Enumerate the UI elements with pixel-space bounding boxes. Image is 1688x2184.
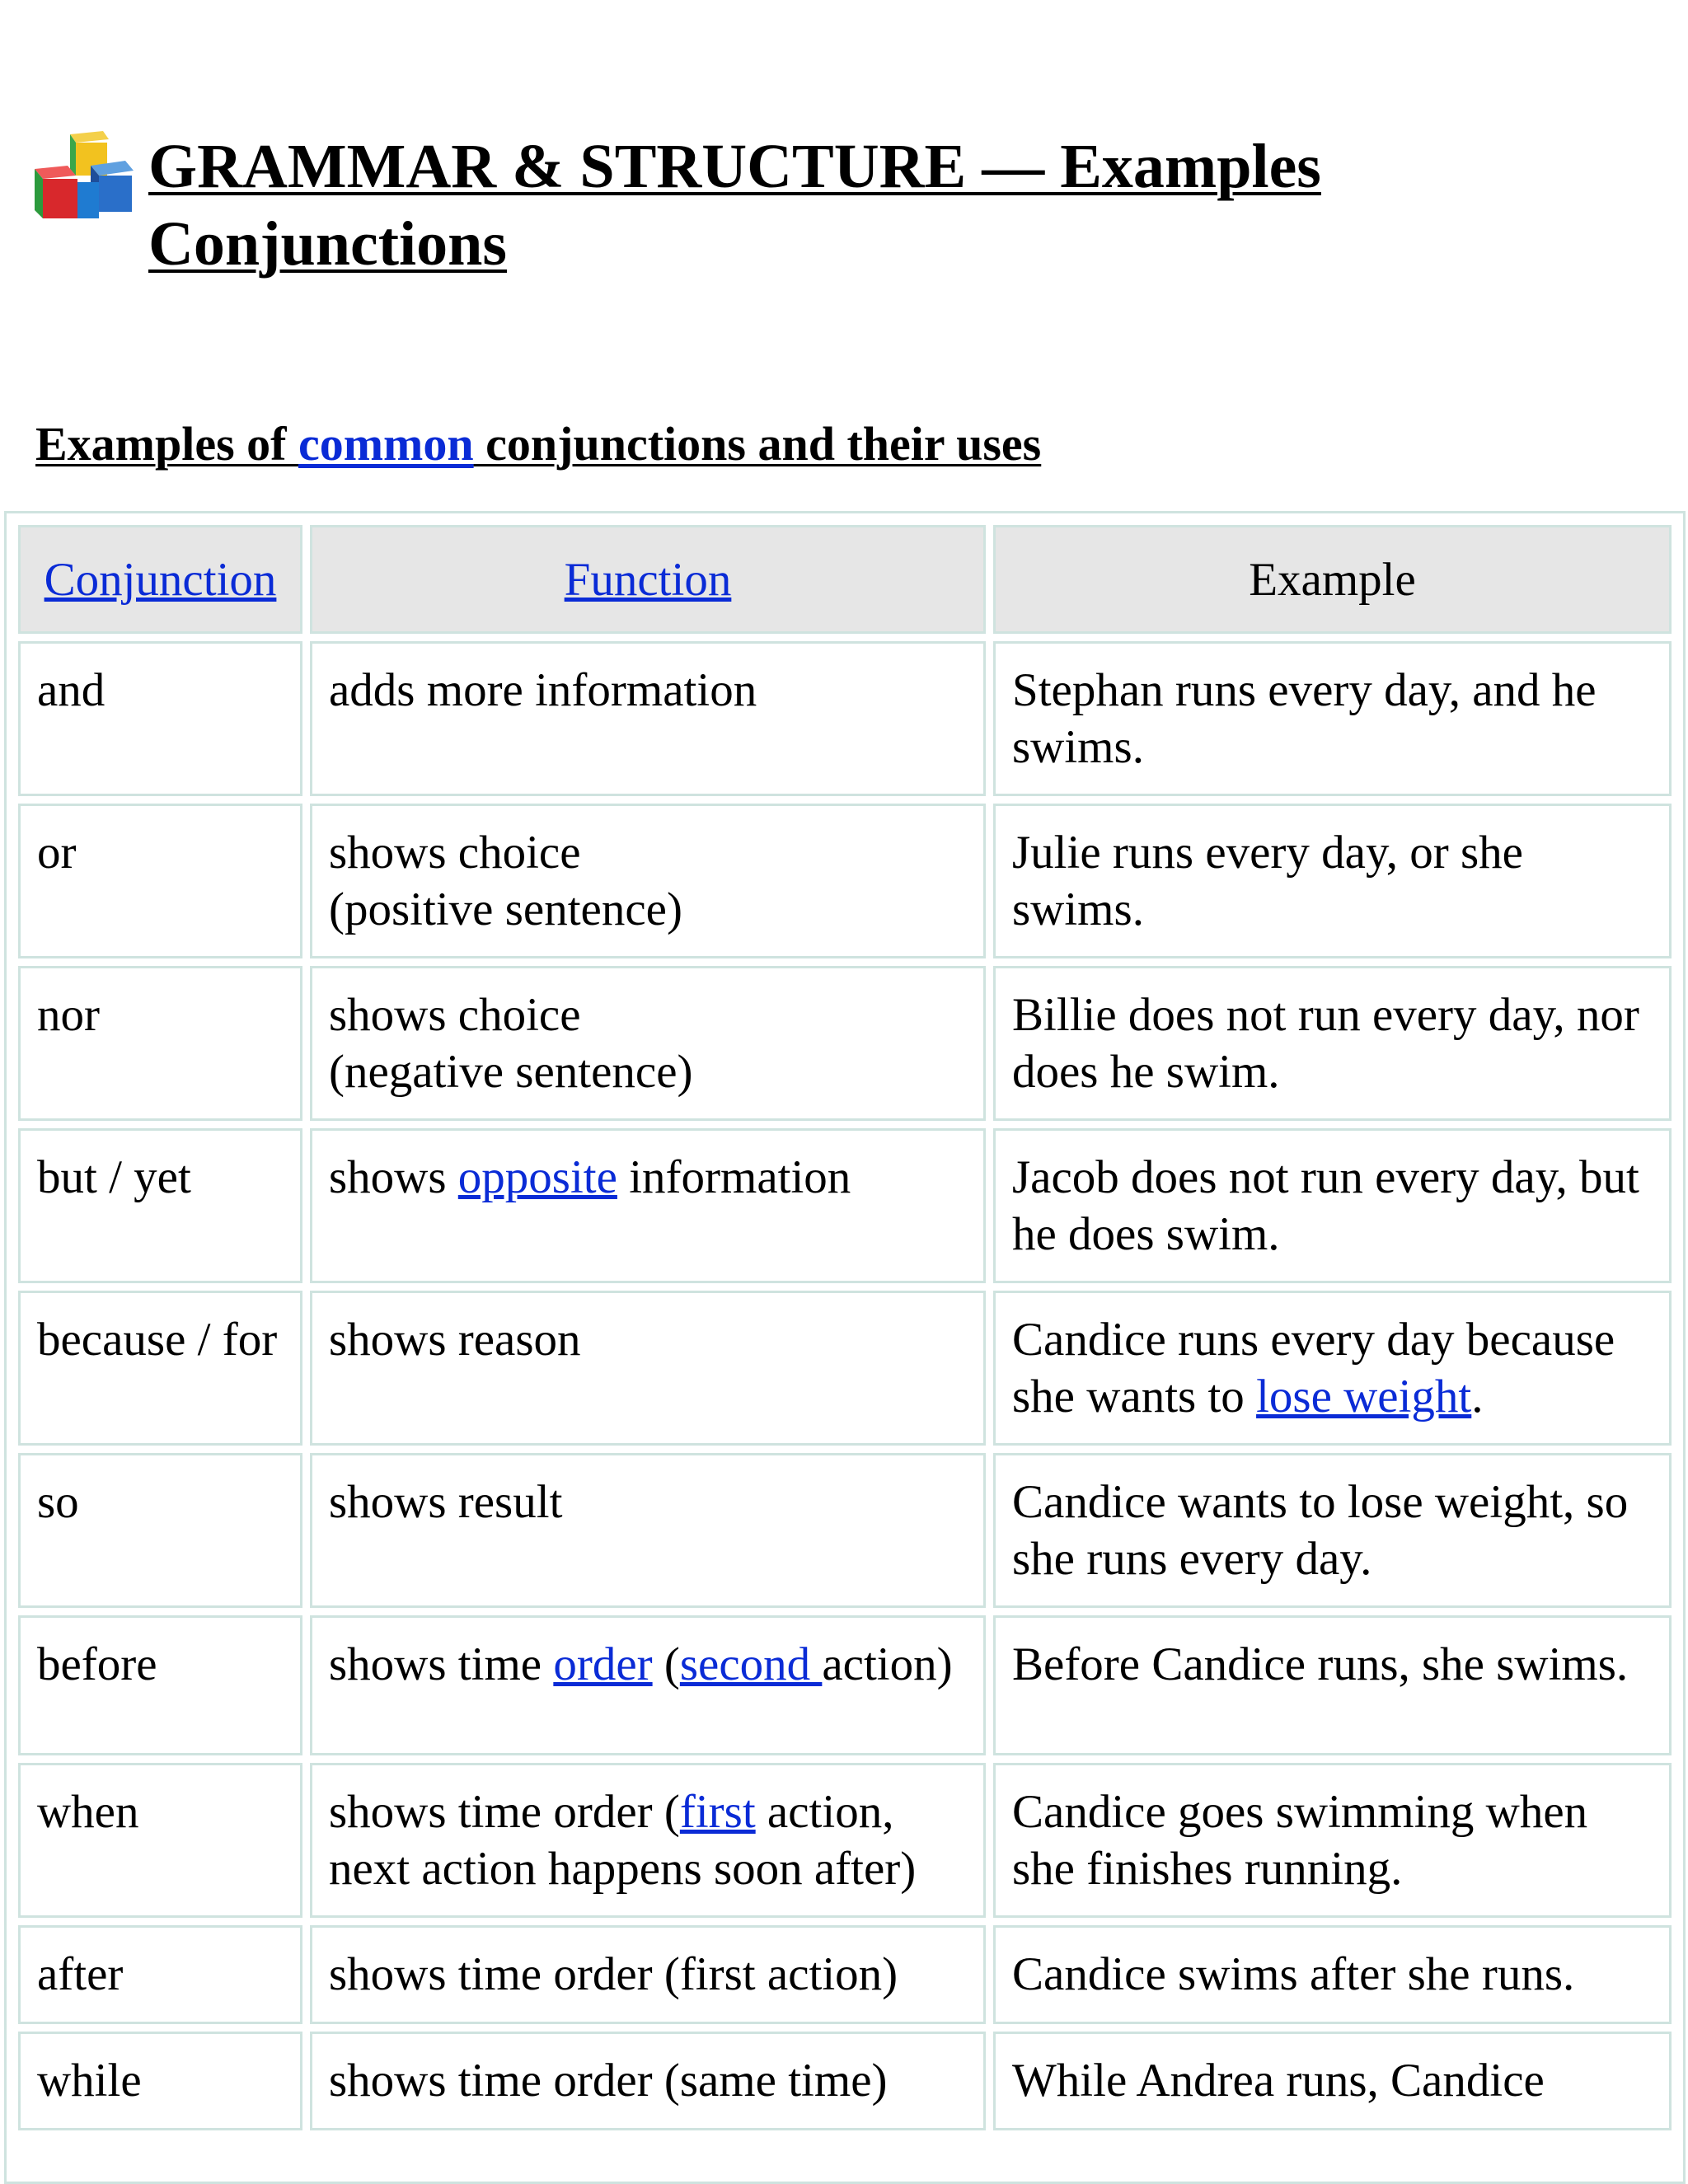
- function-cell: [310, 1291, 986, 1446]
- header-function: [310, 525, 986, 634]
- cell-text: Jacob does not run every day, but he does swim.: [1012, 1151, 1639, 1260]
- conjunction-cell: before: [18, 1615, 302, 1755]
- function-cell: [310, 1615, 986, 1755]
- conjunction-cell: but / yet: [18, 1128, 302, 1283]
- cell-text: Julie runs every day, or she swims.: [1012, 827, 1523, 935]
- function-cell: [310, 1453, 986, 1608]
- page-title-line1: GRAMMAR & STRUCTURE — Examples: [148, 132, 1321, 201]
- table-row: [18, 1453, 1672, 1608]
- cell-text: shows time: [329, 1638, 554, 1690]
- example-cell: [993, 1291, 1672, 1446]
- cell-text: adds more information: [329, 664, 757, 716]
- cell-text: Billie does not run every day, nor does he swim.: [1012, 989, 1639, 1098]
- table-header-row: [18, 525, 1672, 634]
- function-cell: [310, 641, 986, 796]
- cell-text: (negative sentence): [329, 1046, 693, 1098]
- cell-text: Candice swims after she runs.: [1012, 1948, 1575, 2000]
- conjunction-cell: so: [18, 1453, 302, 1608]
- function-header-link[interactable]: Function: [564, 553, 732, 606]
- page-title: [148, 128, 1321, 283]
- cell-text: information: [617, 1151, 851, 1203]
- conjunctions-table-container: [4, 511, 1686, 2184]
- table-row: [18, 2032, 1672, 2130]
- cell-text: Before Candice runs, she swims.: [1012, 1638, 1629, 1690]
- cell-text: action): [822, 1638, 953, 1690]
- cell-text: shows choice: [329, 827, 581, 879]
- example-cell: [993, 804, 1672, 958]
- cell-text: shows time order (same time): [329, 2055, 888, 2107]
- function-cell: [310, 1763, 986, 1918]
- table-row: [18, 966, 1672, 1121]
- example-cell: [993, 1453, 1672, 1608]
- header-conjunction: [18, 525, 302, 634]
- conjunction-cell: or: [18, 804, 302, 958]
- cell-text: (: [652, 1638, 680, 1690]
- example-cell: [993, 966, 1672, 1121]
- second-link[interactable]: second: [679, 1638, 823, 1690]
- section-subtitle: [35, 416, 1041, 471]
- cell-text: (positive sentence): [329, 883, 682, 935]
- table-row: [18, 641, 1672, 796]
- conjunctions-table: [11, 518, 1679, 2138]
- cell-text: action, next action happens soon after): [329, 1786, 917, 1895]
- conjunction-cell: nor: [18, 966, 302, 1121]
- cell-text: shows choice: [329, 989, 581, 1041]
- conjunction-cell: while: [18, 2032, 302, 2130]
- cell-text: Stephan runs every day, and he swims.: [1012, 664, 1597, 773]
- lose-weight-link[interactable]: lose weight: [1256, 1371, 1472, 1422]
- first-link[interactable]: first: [679, 1786, 756, 1838]
- example-cell: [993, 641, 1672, 796]
- function-cell: [310, 966, 986, 1121]
- table-row: [18, 1128, 1672, 1283]
- table-row: [18, 1615, 1672, 1755]
- example-cell: [993, 1763, 1672, 1918]
- opposite-link[interactable]: opposite: [457, 1151, 617, 1203]
- conjunction-cell: after: [18, 1925, 302, 2024]
- example-cell: [993, 2032, 1672, 2130]
- example-cell: [993, 1128, 1672, 1283]
- table-row: [18, 804, 1672, 958]
- cell-text: shows: [329, 1151, 458, 1203]
- conjunction-cell: when: [18, 1763, 302, 1918]
- header-example: Example: [993, 525, 1672, 634]
- cell-text: shows result: [329, 1476, 563, 1528]
- function-cell: [310, 2032, 986, 2130]
- conjunction-cell: because / for: [18, 1291, 302, 1446]
- cell-text: .: [1471, 1371, 1484, 1422]
- common-link[interactable]: common: [298, 417, 474, 471]
- function-cell: [310, 1925, 986, 2024]
- subtitle-text-before: Examples of: [35, 417, 298, 471]
- cell-text: shows time order (: [329, 1786, 680, 1838]
- example-cell: [993, 1925, 1672, 2024]
- conjunction-cell: and: [18, 641, 302, 796]
- cell-text: shows time order (first action): [329, 1948, 898, 2000]
- cell-text: Candice wants to lose weight, so she runs every day.: [1012, 1476, 1629, 1585]
- table-row: [18, 1291, 1672, 1446]
- conjunction-header-link[interactable]: Conjunction: [44, 553, 277, 606]
- cell-text: Candice goes swimming when she finishes running.: [1012, 1786, 1588, 1895]
- cell-text: While Andrea runs, Candice: [1012, 2055, 1545, 2107]
- table-row: [18, 1925, 1672, 2024]
- page-title-line2: Conjunctions: [148, 209, 507, 279]
- table-row: [18, 1763, 1672, 1918]
- toy-blocks-icon: [33, 128, 136, 227]
- function-cell: [310, 804, 986, 958]
- example-cell: [993, 1615, 1672, 1755]
- function-cell: [310, 1128, 986, 1283]
- order-link[interactable]: order: [553, 1638, 653, 1690]
- cell-text: Candice runs every day because she wants to: [1012, 1314, 1615, 1422]
- cell-text: shows reason: [329, 1314, 581, 1366]
- subtitle-text-after: conjunctions and their uses: [473, 417, 1042, 471]
